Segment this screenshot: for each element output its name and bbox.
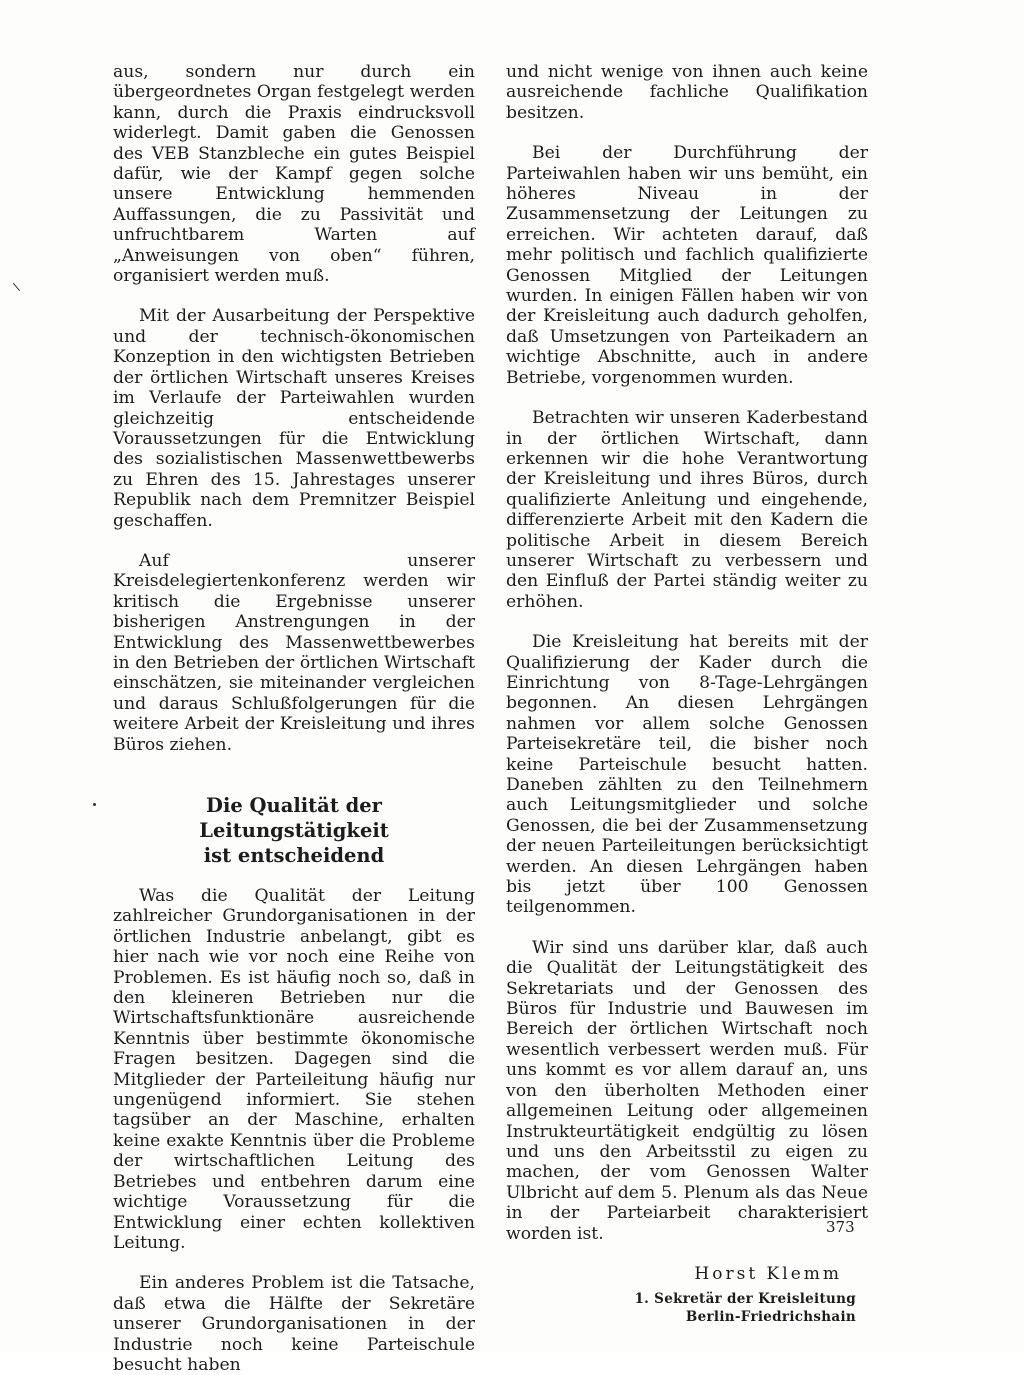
paragraph: Wir sind uns darüber klar, daß auch die Qualität der Leitungstätigkeit des Sekretariats und der Genossen des Büros für Industrie und Bauwesen im Bereich der örtlichen Wirtschaft noch wesentlich verbessert werden muß. Für uns kommt es vor allem darauf an, uns von den überholten Methoden einer allgemeinen Leitung oder allgemeinen Instrukteurtätigkeit endgültig zu lösen und uns den Arbeitsstil zu eigen zu machen, der vom Genossen Walter Ulbricht auf dem 5. Plenum als das Neue in der Parteiarbeit charakterisiert worden ist.	[506, 937, 868, 1244]
page-number: 373	[826, 1218, 855, 1236]
author-role	[506, 1290, 868, 1326]
author-role-line: 1. Sekretär der Kreisleitung	[634, 1291, 856, 1308]
right-column	[506, 62, 868, 1326]
paragraph: und nicht wenige von ihnen auch keine ausreichende fachliche Qualifikation besitzen.	[506, 62, 868, 123]
paragraph: Mit der Ausarbeitung der Perspektive und der technisch-ökonomischen Konzeption in den wichtigsten Betrieben der örtlichen Wirtschaft unseres Kreises im Verlaufe der Parteiwahlen wurden gleichzeitig entscheidende Voraussetzungen für die Entwicklung des sozialistischen Massenwettbewerbs zu Ehren des 15. Jahrestages unserer Republik nach dem Premnitzer Beispiel geschaffen.	[113, 306, 475, 531]
author-role-line: Berlin-Friedrichshain	[685, 1309, 856, 1326]
left-column	[113, 62, 475, 1375]
paragraph: Die Kreisleitung hat bereits mit der Qualifizierung der Kader durch die Einrichtung von 8-Tage-Lehrgängen begonnen. An diesen Lehrgängen nahmen vor allem solche Genossen Parteisekretäre teil, die bisher noch keine Parteischule besucht hatten. Daneben zählten zu den Teilnehmern auch Leitungsmitglieder und solche Genossen, die bei der Zusammensetzung der neuen Parteileitungen berücksichtigt werden. An diesen Lehrgängen haben bis jetzt über 100 Genossen teilgenommen.	[506, 632, 868, 918]
paragraph: Was die Qualität der Leitung zahlreicher Grundorganisationen in der örtlichen Industrie anbelangt, gibt es hier nach wie vor noch eine Reihe von Problemen. Es ist häufig noch so, daß in den kleineren Betrieben nur die Wirtschaftsfunktionäre ausreichende Kenntnis über bestimmte ökonomische Fragen besitzen. Dagegen sind die Mitglieder der Parteileitung häufig nur ungenügend informiert. Sie stehen tagsüber an der Maschine, erhalten keine exakte Kenntnis über die Probleme der wirtschaftlichen Leitung des Betriebes und entbehren darum eine wichtige Voraussetzung für die Entwicklung einer echten kollektiven Leitung.	[113, 886, 475, 1253]
paragraph: Bei der Durchführung der Parteiwahlen haben wir uns bemüht, ein höheres Niveau in der Zusammensetzung der Leitungen zu erreichen. Wir achteten darauf, daß mehr politisch und fachlich qualifizierte Genossen Mitglied der Leitungen wurden. In einigen Fällen haben wir von der Kreisleitung auch dadurch geholfen, daß Umsetzungen von Parteikadern an wichtige Abschnitte, auch in andere Betriebe, vorgenommen wurden.	[506, 143, 868, 388]
section-heading	[113, 793, 475, 868]
paragraph: Auf unserer Kreisdelegiertenkonferenz werden wir kritisch die Ergebnisse unserer bisherigen Anstrengungen in der Entwicklung des Massenwettbewerbes in den Betrieben der örtlichen Wirtschaft einschätzen, sie miteinander vergleichen und daraus Schlußfolgerungen für die weitere Arbeit der Kreisleitung und ihres Büros ziehen.	[113, 550, 475, 755]
paragraph: aus, sondern nur durch ein übergeordnetes Organ festgelegt werden kann, durch die Praxis eindrucksvoll widerlegt. Damit gaben die Genossen des VEB Stanzbleche ein gutes Beispiel dafür, wie der Kampf gegen solche unsere Entwicklung hemmenden Auffassungen, die zu Passivität und unfruchtbarem Warten auf „Anweisungen von oben“ führen, organisiert werden muß.	[113, 62, 475, 287]
section-heading-line: ist entscheidend	[203, 844, 385, 867]
author-name: Horst Klemm	[694, 1263, 842, 1284]
section-heading-line: Die Qualität der Leitungstätigkeit	[199, 794, 389, 842]
margin-mark	[13, 283, 20, 291]
margin-dot	[93, 803, 96, 806]
paragraph: Ein anderes Problem ist die Tatsache, daß etwa die Hälfte der Sekretäre unserer Grundorganisationen in der Industrie noch keine Parteischule besucht haben	[113, 1273, 475, 1375]
paragraph: Betrachten wir unseren Kaderbestand in der örtlichen Wirtschaft, dann erkennen wir die hohe Verantwortung der Kreisleitung und ihres Büros, durch qualifizierte Anleitung und eingehende, differenzierte Arbeit mit den Kadern die politische Arbeit in diesem Bereich unserer Wirtschaft zu verbessern und den Einfluß der Partei ständig weiter zu erhöhen.	[506, 408, 868, 612]
